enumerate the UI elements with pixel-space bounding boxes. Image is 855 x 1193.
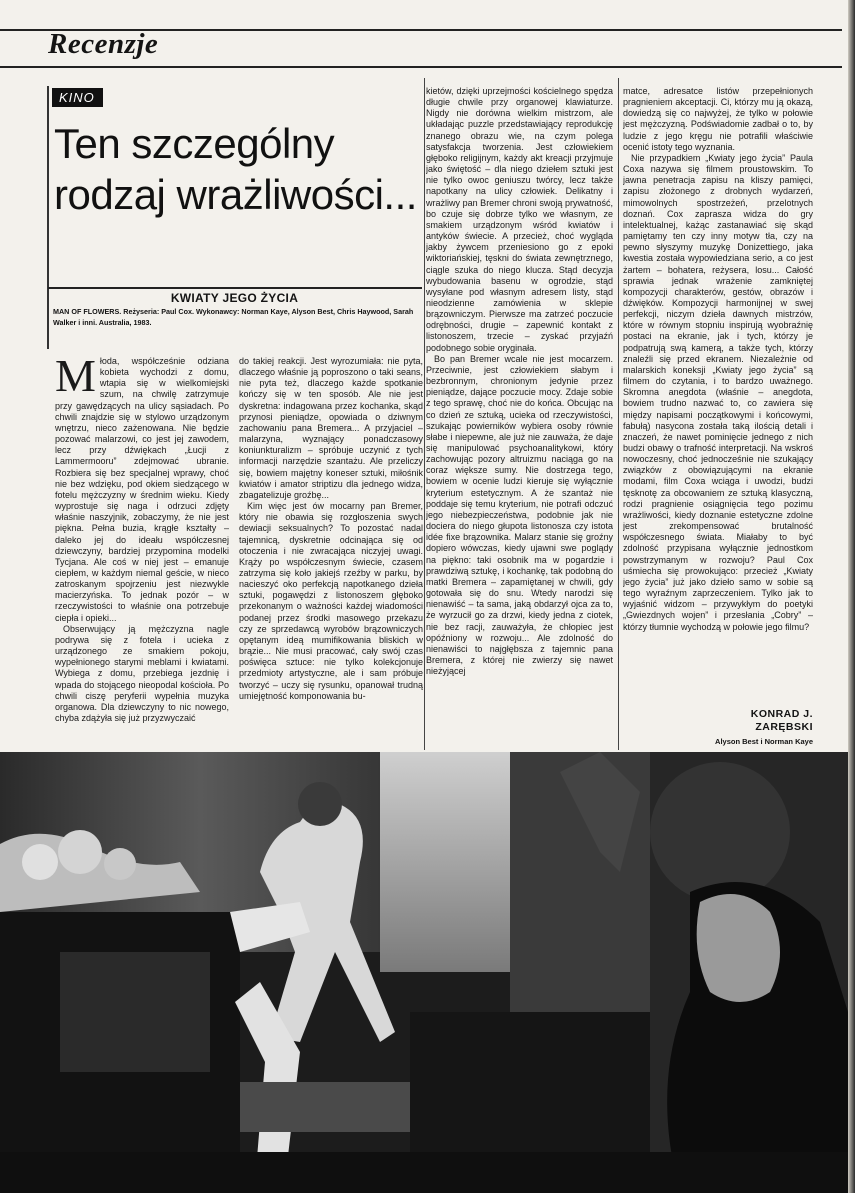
- paragraph: Kim więc jest ów mocarny pan Bremer, który nie obawia się rozgłoszenia swych dewiacji seksualnych? To pozostać nadal tajemnicą, dyskretnie odcinająca się od otoczenia i nie zwracająca niczyjej uwagi. Krąży po współczesnym świecie, czasem zatrzyma się koło jakiejś rzeźby w parku, by nacieszyć oko perfekcją napotkanego dzieła sztuki, pogawędzi z listonoszem głęboko przekonanym o ważności każdej wiadomości podanej przez środki masowego przekazu czy ze sprzedawcą wyrobów brązowniczych opętanym ideą mumifikowania bliskich w brązie... Nie musi pracować, cały swój czas poświęca sztuce: nie tylko kolekcjonuje przedmioty artystyczne, ale i sam próbuje tworzyć – uczy się rysunku, opanował trudną umiejętność komponowania bu-: [239, 501, 423, 701]
- paragraph: do takiej reakcji. Jest wyrozumiała: nie pyta, dlaczego właśnie ją poproszono o taki seans, nie pyta też, dlaczego każde spotkanie kończy się w ten sposób. Ale nie jest dyskretna: indagowana przez kochanka, skąd przynosi pieniądze, opowiada o dziwnym zachowaniu pana Bremera... A przyjaciel – malarzyna, wyznający ponadczasowy koniunkturalizm – spróbuje uczynić z tych informacji narzędzie szantażu. Ale przeliczy się, bowiem majętny koneser sztuki, miłośnik kwiatów i amator striptizu dla jednego widza, zbagatelizuje groźbę...: [239, 356, 423, 500]
- column-divider: [618, 78, 619, 750]
- article-column-2: [239, 356, 423, 746]
- film-still-illustration: [0, 752, 848, 1193]
- paragraph: Nie przypadkiem „Kwiaty jego życia” Paula Coxa nazywa się filmem proustowskim. To jawna penetracja zapisu na kliszy pamięci, zapisu złożonego z drobnych wydarzeń, mimowolnych spostrzeżeń, przelotnych doznań. Cox zaprasza widza do gry intelektualnej, każąc zastanawiać się skąd pamiętamy ten czy inny motyw tła, czy na pewno słyszymy muzykę Donizettiego, jaka kwestia została wypowiedziana serio, a co jest żartem – bohatera, reżysera, losu... Całość sprawia jednak wrażenie zamkniętej kompozycji charakterów, gestów, obrazów i dźwięków. Kompozycji harmonijnej w swej perfekcji, niczym dzieła dawnych mistrzów, które w równym stopniu inspirują wyobraźnię postaci na ekranie, jak i tych, którzy je podpatrują swą kamerą, a także tych, którzy znaleźli się przed ekranem. Niezależnie od malarskich koneksji „Kwiaty jego życia” są filmem do czytania, i to bardzo uważnego. Skromna anegdota (właśnie – anegdota, bowiem trudno nazwać to, co zawiera się między napisami początkowymi i końcowymi, fabułą) nasycona została taką ilością detali i znaczeń, że nawet pominięcie jednego z nich budzi obawy o trafność interpretacji. Na wskroś nowoczesny, choć jednocześnie nie szukający związków z obowiązującymi na ekranie modami, film Coxa wciąga i uwodzi, budzi tęsknotę za obcowaniem ze sztuką klasyczną, rodzi pragnienie osiągnięcia tego pozimu wrażliwości, kiedy doznanie estetyczne zdolne jest zrekompensować brutalność współczesnego świata. Miałaby to być zdolność przypisana wyłącznie jednostkom powstrzymanym w rozwoju? Paul Cox uśmiecha się prowokująco: przecież „Kwiaty jego życia” już jako dzieło samo w sobie są tego wyraźnym zaprzeczeniem. Tylko jak to wyjaśnić widzom – przywykłym do poetyki „Gwiezdnych wojen” i przesłania „Cobry” – którzy tłumnie wychodzą w połowie jego filmu?: [623, 152, 813, 632]
- header-rule: [0, 66, 842, 68]
- drop-cap: M: [55, 356, 96, 401]
- author-byline: [623, 708, 813, 734]
- category-badge: KINO: [52, 88, 103, 107]
- film-credits: MAN OF FLOWERS. Reżyseria: Paul Cox. Wykonawcy: Norman Kaye, Alyson Best, Chris Haywood, Sarah Walker i inni. Australia, 1983.: [53, 307, 414, 327]
- page-edge: [848, 0, 855, 1193]
- kicker-rule: [48, 287, 422, 289]
- film-still-photo: [0, 752, 848, 1193]
- author-name-line-2: ZARĘBSKI: [755, 721, 813, 733]
- headline: Ten szczególny rodzaj wrażliwości...: [54, 120, 417, 218]
- article-column-4: [623, 86, 813, 706]
- film-title: KWIATY JEGO ŻYCIA: [170, 291, 299, 305]
- section-title: Recenzje: [48, 28, 159, 60]
- paragraph: kietów, dzięki uprzejmości kościelnego spędza długie chwile przy organowej klawiaturze. Nigdy nie dorówna wielkim mistrzom, ale układając puzzle przedstawiający reprodukcję znanego obrazu wie, na czym polega satysfakcja tworzenia. Jest człowiekiem głęboko religijnym, każdy akt kreacji przyjmuje jako świętość – dla niego dziełem sztuki jest nie tylko owoc geniuszu twórcy, lecz także napotkany na ulicy człowiek. Delikatny i wrażliwy pan Bremer chroni swoją prywatność, bo czuje się dobrze tylko we własnym, ze smakiem urządzonym wśród kwiatów i antyków świecie. A przecież, choć wygląda jakby żywcem przeniesiono go z epoki wiktoriańskiej, tęskni do świata zewnętrznego, ciągle szuka do niego klucza. Stąd decyzja wybudowania basenu w ogrodzie, stąd wysyłane pod własnym adresem listy, stąd nieodzienne zamówienia w sklepie brązowniczym. Pierwsze ma zatrzeć poczucie odrębności, drugie – zapewnić kontakt z listonoszem, trzecie – zyskać przyjaźń podobnego sobie oryginała.: [426, 86, 613, 353]
- article-column-3: [426, 86, 613, 726]
- paragraph: łoda, współcześnie odziana kobieta wychodzi z domu, wtapia się w wielkomiejski szum, na chwilę zatrzymuje przy gawędzących na ulicy sąsiadach. Po chwili znajdzie się w stylowo urządzonym wnętrzu, nieco zażenowana. Nie będzie pozować malarzowi, co jest jej zawodem, lecz przy dźwiękach „Łucji z Lammermooru” zdejmować ubranie. Rozbiera się bez specjalnej wprawy, choć nie bez wdzięku, pod okiem siedzącego w fotelu mężczyzny w średnim wieku. Kiedy wyprostuje się naga i odrzuci zdjęty właśnie naszyjnik, zobaczymy, że nie jest piękna. Pełna buzia, krągłe kształty – daleko jej do ideału współczesnej dziewczyny, bardziej przypomina modelki Tycjana. Ale coś w niej jest – emanuje ciepłem, w każdym niemal geście, w nieco zatroskanym spojrzeniu jest niezwykle macierzyńska. To jednak pozór – w rzeczywistości to właśnie ona potrzebuje ciepła i opieki...: [55, 356, 229, 623]
- photo-caption: Alyson Best i Norman Kaye: [715, 737, 813, 746]
- paragraph: Obserwujący ją mężczyzna nagle podrywa się z fotela i ucieka z urządzonego ze smakiem pokoju, wypełnionego starymi meblami i kwiatami. Wybiega z domu, przebiega jezdnię i wpada do stojącego nieopodal kościoła. Po chwili ciszę peryferii wypełnia muzyka organowa. Dla dziewczyny to nic nowego, chyba zdążyła się już przyzwyczaić: [55, 623, 229, 723]
- paragraph: Bo pan Bremer wcale nie jest mocarzem. Przeciwnie, jest człowiekiem słabym i bezbronnym, chronionym jedynie przez pieniądze, dające poczucie mocy. Zdaje sobie z tego sprawę, choć nie do końca. Obcując na co dzień ze sztuką, ucieka od rzeczywistości, szukając powierników wybiera osoby równie słabe i niepewne, ale już nie zauważa, że daje się manipulować psychoanalitykowi, który zachowując pozory altruizmu naciąga go na coraz większe sumy. Nie dostrzega tego, bowiem w ocenie ludzi kieruje się wyłącznie kryterium estetycznym. A że szantaż nie poddaje się temu kryterium, nie potrafi odczuć jego niebezpieczeństwa, podobnie jak nie dociera do niego głupota listonosza czy istota idée fixe brązownika. Malarz stanie się groźny dopiero wówczas, kiedy ujawni swe poglądy na piękno: taki osobnik ma w pogardzie i prawdziwą sztukę, i kochankę, tak podobną do matki Bremera – zapamiętanej w chwili, gdy gotowała się do snu. Wtedy narodzi się nienawiść – ta sama, jaką obdarzył ojca za to, że wyrzucił go za drzwi, kiedy jedna z ciotek, nie bez racji, zauważyła, że chłopiec jest opóźniony w rozwoju... Ale zdolność do nienawiści to najgłębsza z tajemnic pana Bremera, z której nie zwierzy się nawet nieżyjącej: [426, 353, 613, 677]
- paragraph: matce, adresatce listów przepełnionych pragnieniem akceptacji. Ci, którzy mu ją okazą, dowiedzą się co najwyżej, że tylko w połowie jest mężczyzną. Podświadomie zadbał o to, by ludzie z jego kręgu nie potrafili właściwie ocenić istoty tego wyznania.: [623, 86, 813, 152]
- column-divider: [424, 78, 425, 750]
- author-name-line-1: KONRAD J.: [750, 708, 813, 720]
- article-column-1: [55, 356, 229, 746]
